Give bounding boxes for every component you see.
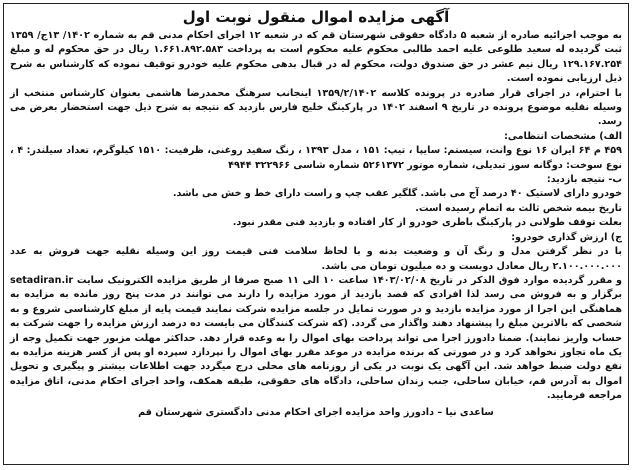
paragraph-battery: بعلت توقف طولانی در پارکینگ باطری خودرو از کار افتاده و بازدید فنی مقدر نبود. <box>232 217 622 229</box>
paragraph-auction-terms: و مقرر گردیده موارد فوق الذکر در تاریخ ۱۴۰۳/۰۲/۰۸ ساعت ۱۰ الی ۱۱ صبح صرفا از طریق مزایده الکترونیک سایت setadiran.ir برگزار و به فروش می رسد لذا افرادی که قصد بازدید از مورد مزایده را دارند می توانند در مدت پنج روز مانده به مزایده به هماهنگی این اجرا از مورد مزایده بازدید و در صورت تمایل در جلسه مزایده شرکت نمایند قیمت پایه از مبلغ کارشناسی شروع و به شخصی که بالاترین مبلغ را پیشنهاد دهند واگذار می گردد. (که شرکت کنندگان می بایست ده درصد ارزش مزایده را جهت شرکت به حساب واریز نمایند). ضمنا دادورز اجرا می تواند پرداخت بهای اموال را به وعده قرار دهد. حداکثر مهلت مزبور جهت تکمیل وجه از یک ماه تجاوز نخواهد کرد و در صورتی که برنده مزایده در موعد مقرر بهای اموال را نپردازد سپرده او پس از کسر هزینه مزایده به نفع دولت ضبط خواهد شد. این آگهی یک نوبت در یکی از روزنامه های محلی درج میگردد جهت اطلاعات بیشتر و پیگیری و تحویل اموال به آدرس قم، خیابان ساحلی، جنب زندان ساحلی، دادگاه های حقوقی، طبقه همکف، واحد اجرای احکام مدنی، اتاق مزایده مراجعه فرمایید. <box>10 274 623 402</box>
paragraph-vehicle-specs: ۴۵۹ م ۶۴ ایران ۱۶ نوع وانت، سیستم: سایپا ، تیپ: ۱۵۱ ، مدل ۱۳۹۳ ، رنگ سفید روغنی، ظرفیت: ۱۵۱۰ کیلوگرم، تعداد سیلندر: ۴ ، نوع سوخت: دوگانه سوز تبدیلی، شماره موتور ۵۲۶۱۳۷۲ شماره شاسی ۳۲۲۹۶۶ ۴۹۴۴ <box>10 145 622 171</box>
notice-signature: ساعدی نیا – دادورز واحد مزایده اجرای احکام مدنی دادگستری شهرستان قم <box>138 406 494 418</box>
paragraph-insurance: تاریخ بیمه شخص ثالث به اتمام رسیده است. <box>415 202 622 214</box>
heading-valuation: ج) ارزش گذاری خودرو: <box>511 231 622 243</box>
paragraph-execution-order: به موجب اجرائیه صادره از شعبه ۵ دادگاه حقوقی شهرستان قم که در شعبه ۱۲ اجرای احکام مدنی قم به شماره ۱۴۰۲/ ۱۳ج/ ۱۳۵۹ ثبت گردیده له سعید طلوعی علیه احمد طالبی محکوم علیه محکوم است به پرداخت ۱.۶۶۱.۸۹۲.۵۸۳ ریال در حق محکوم له و مبلغ ۱۲۹.۱۶۷.۲۵۴ ریال نیم عشر در حق صندوق دولت، محکوم له در قبال بدهی محکوم علیه خودرو توقیف نموده که کارشناس به شرح ذیل ارزیابی نموده است. <box>10 30 622 85</box>
paragraph-tires-fenders: خودرو دارای لاستیک ۴۰ درصد آج می باشد. گلگیر عقب چپ و راست دارای خط و خش می باشد. <box>172 188 622 200</box>
notice-frame <box>3 3 629 465</box>
notice-title: آگهی مزایده اموال منقول نوبت اول <box>182 8 450 26</box>
heading-inspection-result: ب- نتیجه بازدید: <box>546 174 622 186</box>
paragraph-expert-assignment: با احترام، در اجرای قرار صادره در پرونده کلاسه ۱۳۵۹/۲/۱۴۰۲ اینجانب سرهنگ محمدرضا هاشمی بعنوان کارشناس منتخب از وسیله نقلیه موضوع پرونده در تاریخ ۹ اسفند ۱۴۰۲ در پارکینگ خلیج فارس بازدید که نتیجه به شرح ذیل جهت استحضار بعرض می رسد. <box>10 87 623 128</box>
heading-police-specs: الف) مشخصات انتظامی: <box>504 130 622 142</box>
paragraph-valuation: با در نظر گرفتن مدل و رنگ آن و وضعیت بدنه و با لحاظ سلامت فنی قیمت روز این وسیله نقلیه جهت فروش به عدد ۲.۱۰۰.۰۰۰.۰۰۰ ریال معادل دویست و ده میلیون تومان می باشد. <box>10 246 622 272</box>
notice-body <box>4 29 628 404</box>
